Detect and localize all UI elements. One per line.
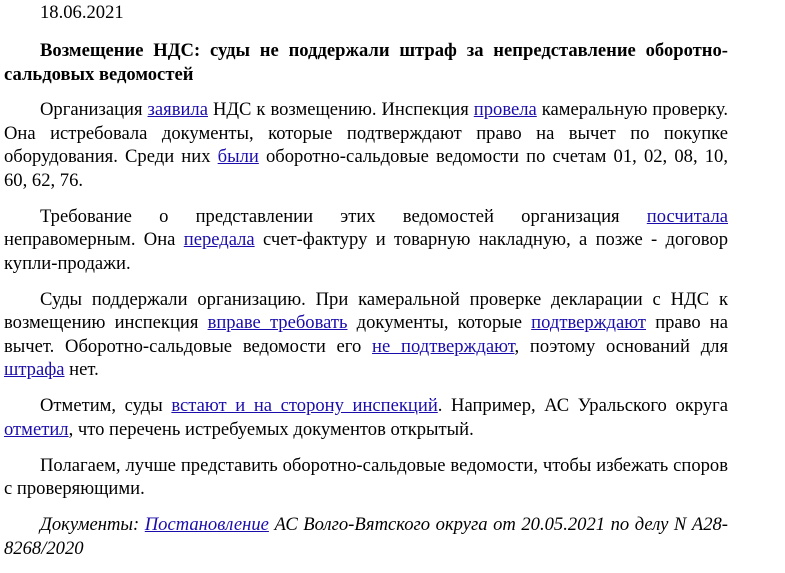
paragraph-2 <box>4 205 728 276</box>
text: Суды поддержали организацию. При камеральной проверке декларации с НДС к возмещению инспекция <box>4 288 728 333</box>
link-podtverzhdayut[interactable]: подтверждают <box>531 312 647 333</box>
paragraph-5 <box>4 454 728 501</box>
article-title: Возмещение НДС: суды не поддержали штраф за непредставление оборотно-сальдовых ведомостей <box>4 40 728 85</box>
paragraph-1 <box>4 98 728 192</box>
paragraph-4 <box>4 394 728 441</box>
text: . Например, АС Уральского округа <box>437 395 729 416</box>
text: Полагаем, лучше представить оборотно-сальдовые ведомости, чтобы избежать споров с проверяющими. <box>4 454 728 499</box>
link-vstayut-na-storonu-inspekciy[interactable]: встают и на сторону инспекций <box>171 395 438 416</box>
text: АС Волго-Вятского округа от 20.05.2021 по делу N А28-8268/2020 <box>4 514 729 559</box>
text: Требование о представлении этих ведомостей организация <box>40 205 647 227</box>
text: , поэтому оснований для <box>514 335 728 357</box>
text: , что перечень истребуемых документов открытый. <box>68 418 474 440</box>
text: НДС к возмещению. Инспекция <box>207 99 474 120</box>
link-shtrafa[interactable]: штрафа <box>4 359 65 380</box>
text: Организация <box>40 99 148 120</box>
article-body <box>4 39 728 573</box>
text: нет. <box>64 359 99 380</box>
link-poschitala[interactable]: посчитала <box>646 205 728 227</box>
text: камеральную проверку. Она истребовала документы, которые подтверждают право на вычет по покупке оборудования. Среди них <box>4 99 728 167</box>
link-zayavila[interactable]: заявила <box>147 99 208 120</box>
link-vprave-trebovat[interactable]: вправе требовать <box>207 312 348 333</box>
text: право на вычет. Оборотно-сальдовые ведомости его <box>4 312 729 357</box>
publication-date: 18.06.2021 <box>40 2 124 23</box>
link-byli[interactable]: были <box>217 146 259 167</box>
documents-reference <box>4 513 728 560</box>
link-postanovlenie[interactable]: Постановление <box>144 514 269 535</box>
link-otmetil[interactable]: отметил <box>4 418 69 440</box>
link-provela[interactable]: провела <box>473 99 537 120</box>
text: оборотно-сальдовые ведомости по счетам 01, 02, 08, 10, 60, 62, 76. <box>4 146 728 191</box>
link-ne-podtverzhdayut[interactable]: не подтверждают <box>372 335 515 357</box>
text: Отметим, суды <box>40 395 172 416</box>
text: Документы: <box>40 514 145 535</box>
link-peredala[interactable]: передала <box>183 229 255 250</box>
text: неправомерным. Она <box>4 229 184 250</box>
text: документы, которые <box>347 312 532 333</box>
text: счет-фактуру и товарную накладную, а позже - договор купли-продажи. <box>4 229 728 274</box>
paragraph-3 <box>4 288 728 382</box>
